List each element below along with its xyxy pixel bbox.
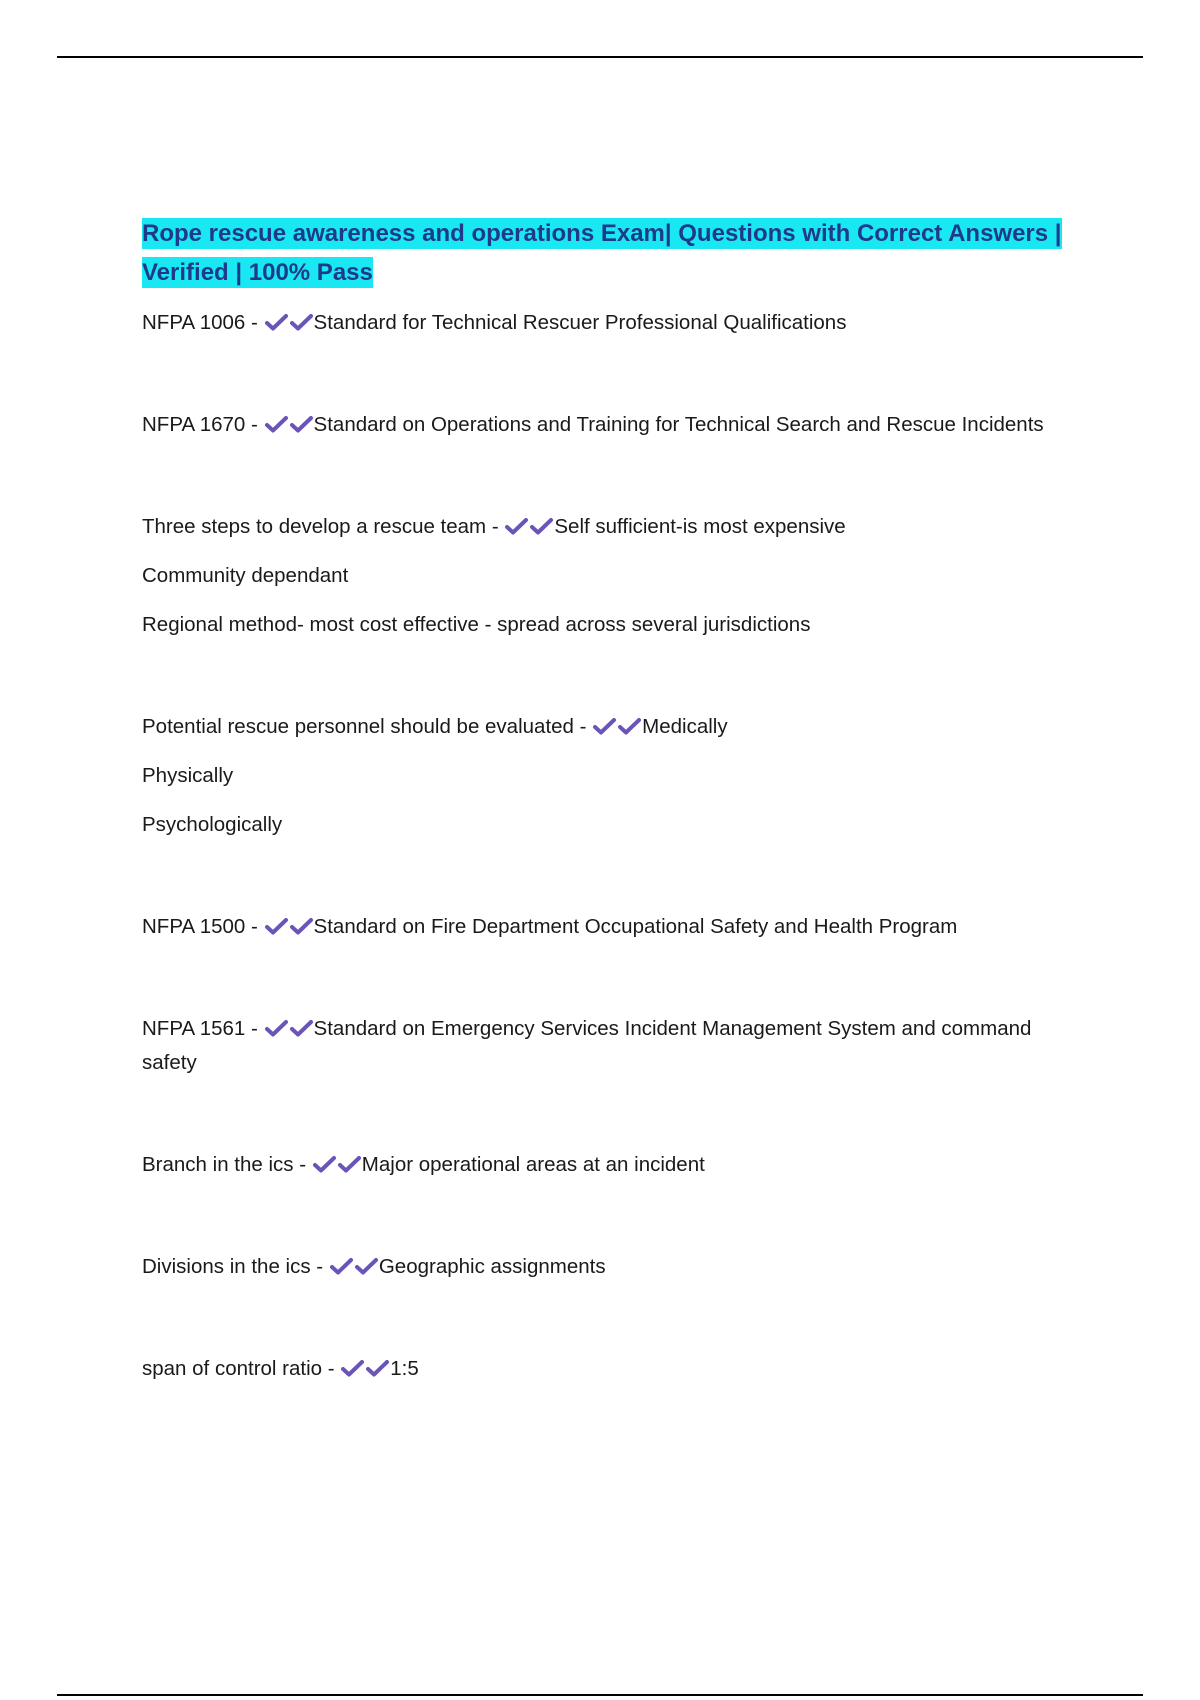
checkmark-icon [312, 1154, 337, 1174]
checkmark-icon [617, 716, 642, 736]
qa-line [142, 910, 1072, 944]
checkmark-icon [504, 516, 529, 536]
qa-list [142, 306, 1072, 1386]
qa-item [142, 1148, 1072, 1182]
answer-continuation: Community dependant [142, 564, 349, 587]
question-text: NFPA 1006 - [142, 311, 258, 334]
answer-continuation: Regional method- most cost effective - spread across several jurisdictions [142, 613, 811, 636]
question-text: Three steps to develop a rescue team - [142, 515, 499, 538]
question-text: Potential rescue personnel should be evaluated - [142, 715, 587, 738]
question-text: Divisions in the ics - [142, 1255, 324, 1278]
header-rule [57, 56, 1143, 58]
qa-line [142, 710, 1072, 744]
qa-line [142, 306, 1072, 340]
qa-line [142, 1352, 1072, 1386]
title-highlight: Rope rescue awareness and operations Exam| Questions with Correct Answers | Verified | 100% Pass [142, 220, 1062, 286]
checkmark-icon [264, 312, 289, 332]
answer-text: Standard on Emergency Services Incident Management System and command safety [142, 1017, 1032, 1074]
qa-item [142, 710, 1072, 842]
checkmark-icon [289, 1018, 314, 1038]
qa-item [142, 408, 1072, 442]
qa-item [142, 510, 1072, 642]
question-text: Branch in the ics - [142, 1153, 307, 1176]
answer-text: Major operational areas at an incident [361, 1153, 705, 1176]
checkmark-icon [264, 414, 289, 434]
checkmark-icon [264, 916, 289, 936]
answer-text: 1:5 [390, 1357, 419, 1380]
qa-item [142, 1250, 1072, 1284]
qa-line [142, 1148, 1072, 1182]
qa-line [142, 510, 1072, 544]
question-text: NFPA 1561 - [142, 1017, 258, 1040]
qa-item [142, 910, 1072, 944]
answer-text: Standard on Operations and Training for Technical Search and Rescue Incidents [313, 413, 1044, 436]
checkmark-icon [264, 1018, 289, 1038]
answer-continuation: Psychologically [142, 813, 283, 836]
footer-rule [57, 1694, 1143, 1696]
question-text: NFPA 1670 - [142, 413, 258, 436]
answer-text: Self sufficient-is most expensive [554, 515, 846, 538]
checkmark-icon [289, 312, 314, 332]
document-body [142, 214, 1072, 1386]
checkmark-icon [354, 1256, 379, 1276]
checkmark-icon [289, 916, 314, 936]
answer-text: Standard for Technical Rescuer Professional Qualifications [313, 311, 847, 334]
qa-line [142, 1250, 1072, 1284]
checkmark-icon [529, 516, 554, 536]
checkmark-icon [337, 1154, 362, 1174]
checkmark-icon [592, 716, 617, 736]
qa-item [142, 306, 1072, 340]
question-text: span of control ratio - [142, 1357, 335, 1380]
document-title [142, 214, 1072, 292]
answer-text: Medically [642, 715, 728, 738]
qa-line [142, 408, 1072, 442]
checkmark-icon [365, 1358, 390, 1378]
answer-text: Geographic assignments [378, 1255, 606, 1278]
qa-line [142, 1012, 1072, 1080]
checkmark-icon [289, 414, 314, 434]
qa-item [142, 1012, 1072, 1080]
answer-continuation: Physically [142, 764, 234, 787]
question-text: NFPA 1500 - [142, 915, 258, 938]
checkmark-icon [340, 1358, 365, 1378]
checkmark-icon [329, 1256, 354, 1276]
qa-item [142, 1352, 1072, 1386]
answer-text: Standard on Fire Department Occupational Safety and Health Program [313, 915, 958, 938]
